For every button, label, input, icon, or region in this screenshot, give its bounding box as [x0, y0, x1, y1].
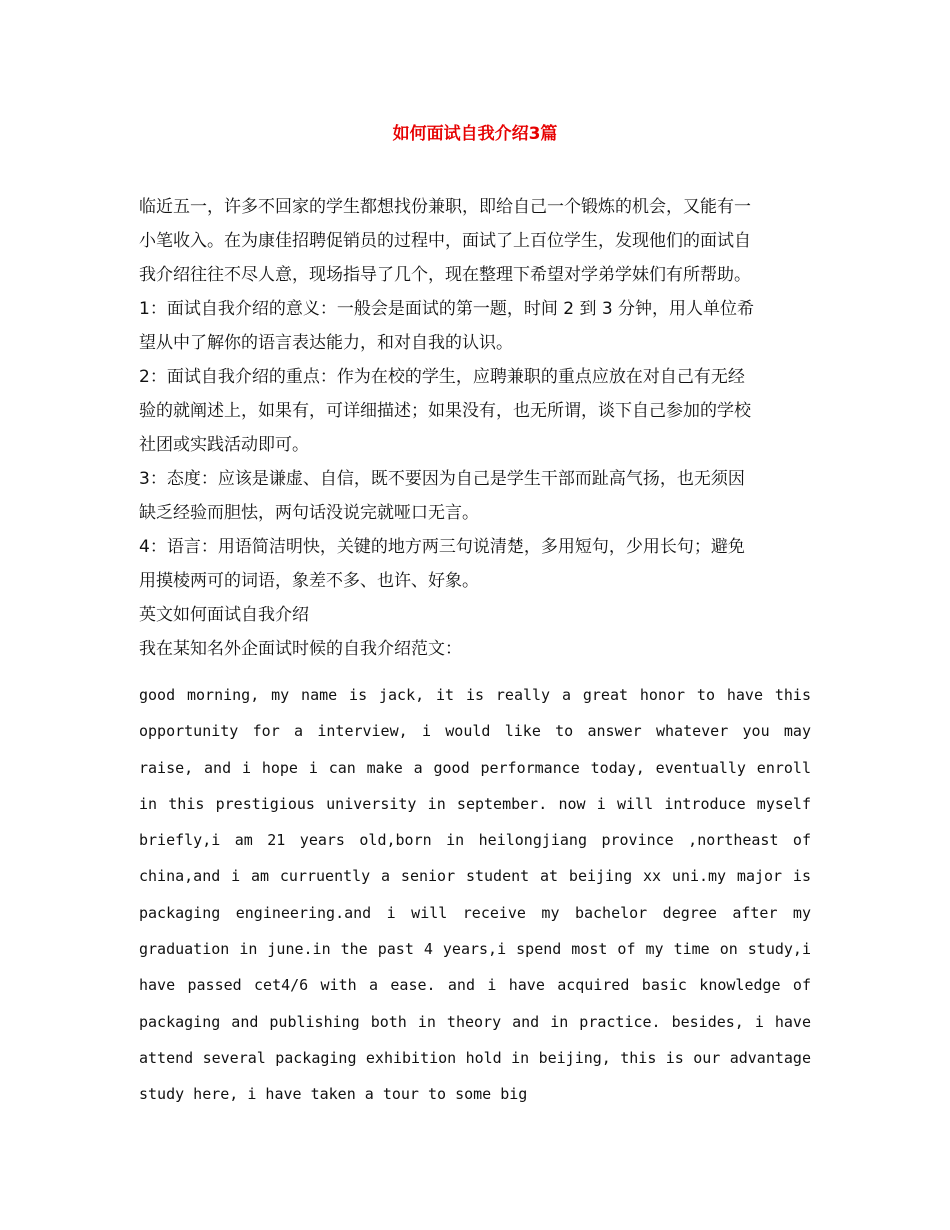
text-line: 小笔收入。在为康佳招聘促销员的过程中，面试了上百位学生，发现他们的面试自: [139, 231, 751, 251]
text-line: 3：态度：应该是谦虚、自信，既不要因为自己是学生干部而趾高气扬，也无须因: [139, 469, 745, 489]
section-heading: 英文如何面试自我介绍: [139, 605, 309, 625]
text-line: 社团或实践活动即可。: [139, 435, 309, 455]
document-title: 如何面试自我介绍3篇: [392, 124, 558, 144]
text-line: 验的就阐述上，如果有，可详细描述；如果没有，也无所谓，谈下自己参加的学校: [139, 401, 751, 421]
text-line: 2：面试自我介绍的重点：作为在校的学生，应聘兼职的重点应放在对自己有无经: [139, 367, 745, 387]
text-line: 望从中了解你的语言表达能力，和对自我的认识。: [139, 333, 513, 353]
text-line: 用摸棱两可的词语，象差不多、也许、好象。: [139, 571, 479, 591]
text-line: 临近五一，许多不回家的学生都想找份兼职，即给自己一个锻炼的机会，又能有一: [139, 197, 751, 217]
text-line: 4：语言：用语简洁明快，关键的地方两三句说清楚，多用短句，少用长句；避免: [139, 537, 745, 557]
text-line: 我介绍往往不尽人意，现场指导了几个，现在整理下希望对学弟学妹们有所帮助。: [139, 265, 751, 285]
chinese-text-block: [139, 190, 819, 666]
text-line: 我在某知名外企面试时候的自我介绍范文：: [139, 639, 462, 659]
text-line: 缺乏经验而胆怯，两句话没说完就哑口无言。: [139, 503, 479, 523]
english-sample-paragraph: good morning, my name is jack, it is really a great honor to have this opportunity for a interview, i would like to answer whatever you may raise, and i hope i can make a good performance today, eventually enroll in this prestigious university in september. now i will introduce myself briefly,i am 21 years old,born in heilongjiang province ,northeast of china,and i am curruently a senior student at beijing xx uni.my major is packaging engineering.and i will receive my bachelor degree after my graduation in june.in the past 4 years,i spend most of my time on study,i have passed cet4/6 with a ease. and i have acquired basic knowledge of packaging and publishing both in theory and in practice. besides, i have attend several packaging exhibition hold in beijing, this is our advantage study here, i have taken a tour to some big: [139, 686, 811, 1104]
text-line: 1：面试自我介绍的意义：一般会是面试的第一题，时间 2 到 3 分钟，用人单位希: [139, 299, 755, 319]
